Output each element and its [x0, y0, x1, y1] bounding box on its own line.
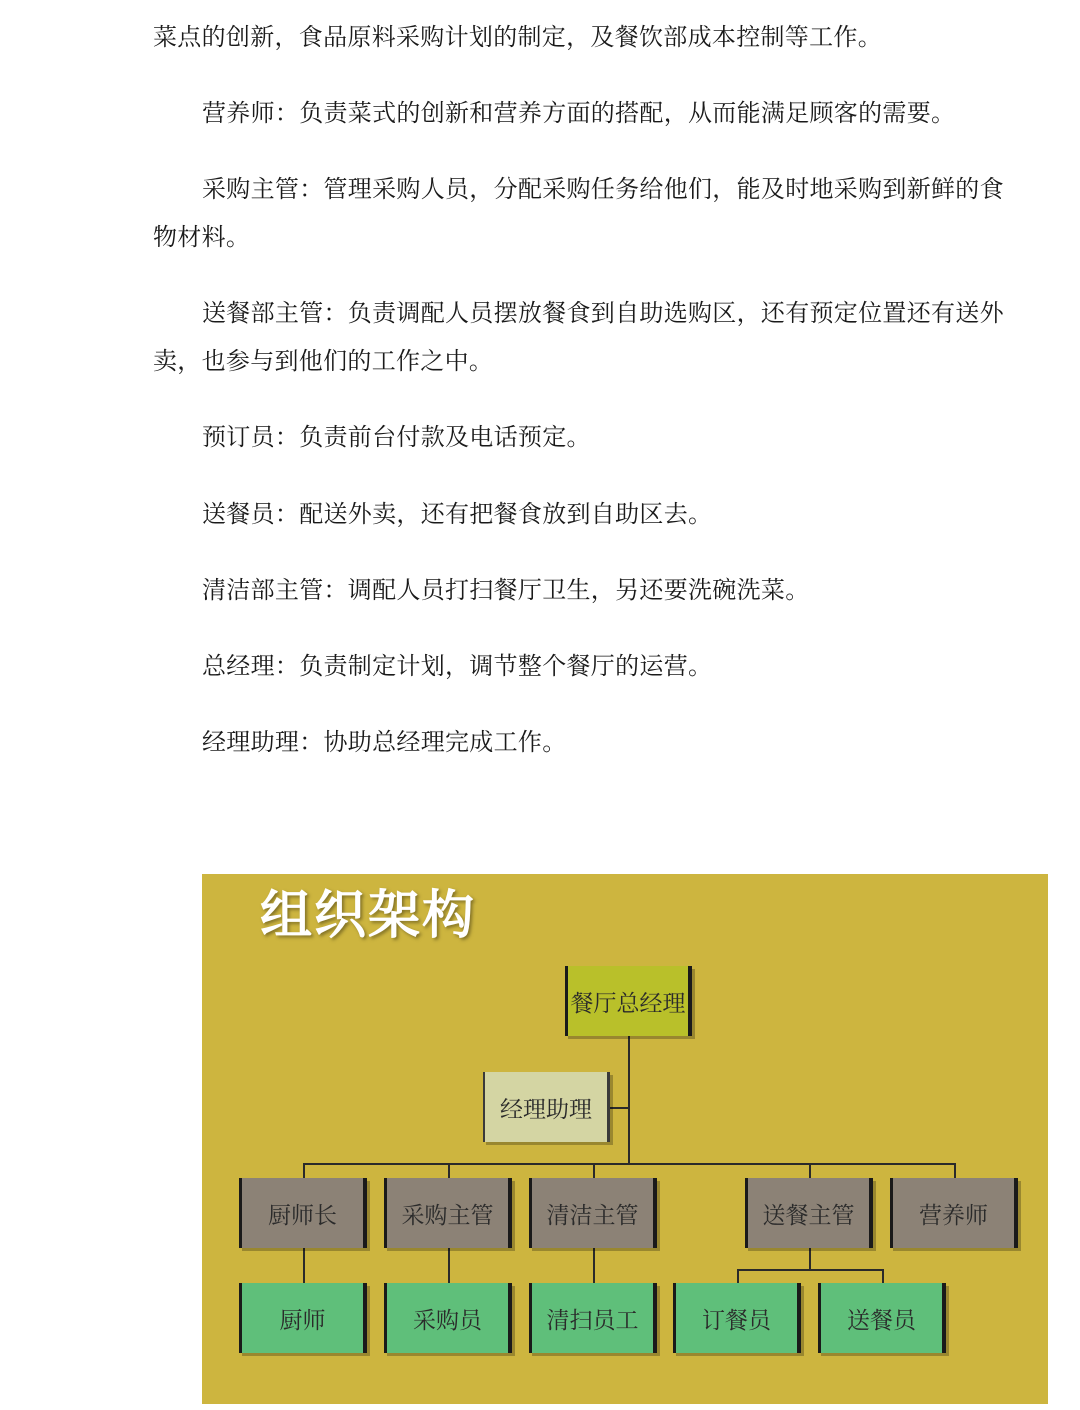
org-chart-title: 组织架构: [260, 886, 477, 946]
paragraph-cleaning-manager: 清洁部主管：调配人员打扫餐厅卫生，另还要洗碗洗菜。: [202, 576, 810, 604]
org-node-purchasing-staff: 采购员: [384, 1283, 512, 1353]
connector-delivery-bus: [737, 1269, 884, 1271]
paragraph-reservation-clerk: 预订员：负责前台付款及电话预定。: [202, 423, 591, 451]
org-node-cleaning-manager: 清洁主管: [529, 1178, 657, 1248]
connector-to-delivery: [809, 1163, 811, 1178]
connector-manager-bus: [303, 1163, 956, 1165]
connector-to-delivery-staff: [882, 1269, 884, 1283]
org-node-chef: 厨师: [239, 1283, 367, 1353]
connector-to-chef-head: [303, 1163, 305, 1178]
org-node-head-chef: 厨师长: [239, 1178, 367, 1248]
paragraph-nutritionist: 营养师：负责菜式的创新和营养方面的搭配，从而能满足顾客的需要。: [202, 99, 956, 127]
org-node-order-clerk: 订餐员: [673, 1283, 801, 1353]
connector-to-purchasing: [448, 1163, 450, 1178]
connector-to-cleaning: [593, 1163, 595, 1178]
paragraph-line: 菜点的创新，食品原料采购计划的制定，及餐饮部成本控制等工作。: [153, 23, 882, 51]
org-node-delivery-manager: 送餐主管: [745, 1178, 873, 1248]
connector-purchasing-staff: [448, 1246, 450, 1283]
org-chart: [202, 874, 1048, 1404]
org-node-assistant-manager: 经理助理: [483, 1072, 610, 1142]
paragraph-delivery-manager: 送餐部主管：负责调配人员摆放餐食到自助选购区，还有预定位置还有送外: [202, 299, 1004, 327]
connector-to-order-clerk: [737, 1269, 739, 1283]
connector-chef-head-chef: [303, 1246, 305, 1283]
org-node-general-manager: 餐厅总经理: [565, 966, 692, 1036]
connector-assistant: [610, 1107, 630, 1109]
org-node-nutritionist: 营养师: [890, 1178, 1018, 1248]
paragraph-purchasing-manager-cont: 物材料。: [153, 223, 251, 251]
paragraph-delivery-staff: 送餐员：配送外卖，还有把餐食放到自助区去。: [202, 500, 713, 528]
connector-to-nutritionist: [954, 1163, 956, 1178]
org-node-delivery-staff: 送餐员: [818, 1283, 946, 1353]
org-node-cleaning-staff: 清扫员工: [529, 1283, 657, 1353]
paragraph-delivery-manager-cont: 卖，也参与到他们的工作之中。: [153, 347, 494, 375]
org-node-purchasing-manager: 采购主管: [384, 1178, 512, 1248]
connector-delivery-down: [809, 1246, 811, 1270]
paragraph-purchasing-manager: 采购主管：管理采购人员，分配采购任务给他们，能及时地采购到新鲜的食: [202, 175, 1004, 203]
connector-cleaning-staff: [593, 1246, 595, 1283]
paragraph-assistant-manager: 经理助理：协助总经理完成工作。: [202, 728, 567, 756]
paragraph-general-manager: 总经理：负责制定计划，调节整个餐厅的运营。: [202, 652, 713, 680]
